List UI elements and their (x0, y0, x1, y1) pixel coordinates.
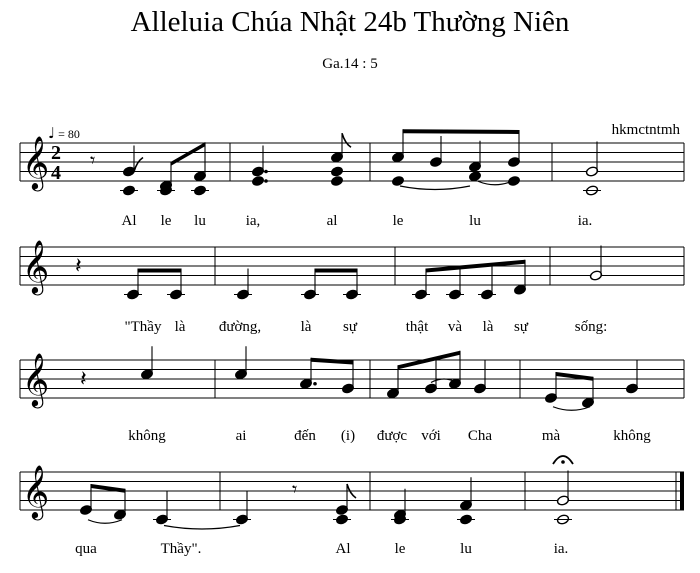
lyric-syllable: Thầy". (160, 541, 202, 557)
treble-clef-icon: 𝄞 (22, 135, 50, 189)
lyric-syllable: và (447, 319, 463, 335)
lyric-syllable: ai (235, 428, 247, 444)
note-head (468, 171, 481, 182)
lyric-syllable: mà (541, 428, 561, 444)
lyric-syllable: không (128, 428, 166, 444)
song-title: Alleluia Chúa Nhật 24b Thường Niên (130, 6, 570, 38)
lyric-syllable: le (392, 213, 404, 229)
note-flag (134, 158, 143, 172)
beam (315, 269, 357, 273)
lyric-syllable: là (174, 319, 186, 335)
quarter-note-icon: ♩ (48, 124, 56, 142)
lyric-syllable: "Thầy (124, 319, 162, 335)
note-head (391, 175, 404, 186)
lyric-syllable: được (376, 428, 408, 444)
time-signature-top: 2 (51, 142, 61, 164)
final-barline-thick (680, 472, 684, 510)
fermata-dot (561, 460, 565, 464)
lyric-syllable: Cha (467, 428, 493, 444)
treble-clef-icon: 𝄞 (22, 352, 50, 406)
time-signature (51, 142, 61, 184)
tie (478, 181, 512, 185)
quarter-rest-icon: 𝄽 (75, 254, 82, 279)
clefs (22, 135, 49, 520)
lyric-syllable: le (160, 213, 172, 229)
augmentation-dot (264, 179, 268, 183)
lyric-syllable: lu (460, 541, 472, 557)
eighth-rest-icon: 𝄾 (90, 148, 96, 172)
note-head (330, 175, 343, 186)
beam (403, 129, 519, 134)
lyric-syllable: Al (121, 213, 137, 229)
lyric-syllable: là (300, 319, 312, 335)
lyric-syllable: thật (405, 319, 429, 335)
lyric-syllable: không (613, 428, 651, 444)
lyric-syllable: Al (335, 541, 351, 557)
lyric-syllable: sự (514, 319, 528, 335)
lyric-syllable: ia. (553, 541, 569, 557)
lyric-syllable: ia. (577, 213, 593, 229)
lyric-syllable: với (421, 428, 441, 444)
time-signature-bottom: 4 (51, 162, 61, 184)
lyric-syllable: lu (469, 213, 481, 229)
tempo-value: = 80 (58, 127, 80, 141)
note-flag (342, 133, 351, 147)
lyric-syllable: đường, (218, 319, 262, 335)
lyric-syllable: ia, (245, 213, 261, 229)
quarter-rest-icon: 𝄽 (80, 367, 87, 392)
tie (88, 520, 122, 524)
tie (400, 186, 470, 190)
lyrics (75, 213, 651, 557)
composer-credit: hkmctntmh (611, 122, 680, 138)
lyric-syllable: qua (75, 541, 97, 557)
note-head (251, 175, 264, 186)
note-head (330, 166, 343, 177)
treble-clef-icon: 𝄞 (22, 239, 50, 293)
beam (311, 358, 353, 365)
treble-clef-icon: 𝄞 (22, 464, 50, 518)
augmentation-dot (264, 170, 268, 174)
lyric-syllable: là (482, 319, 494, 335)
lyric-syllable: le (394, 541, 406, 557)
augmentation-dot (313, 382, 317, 386)
lyric-syllable: sống: (574, 319, 608, 335)
tie (164, 526, 240, 530)
note-head (507, 175, 520, 186)
lyric-syllable: (i) (340, 428, 356, 444)
lyric-syllable: lu (194, 213, 206, 229)
lyric-syllable: đến (294, 428, 316, 444)
beam (138, 269, 181, 273)
eighth-rest-icon: 𝄾 (292, 477, 298, 501)
tie (553, 407, 590, 411)
lyric-syllable: al (326, 213, 338, 229)
lyric-syllable: sự (343, 319, 357, 335)
scripture-reference: Ga.14 : 5 (322, 56, 378, 72)
